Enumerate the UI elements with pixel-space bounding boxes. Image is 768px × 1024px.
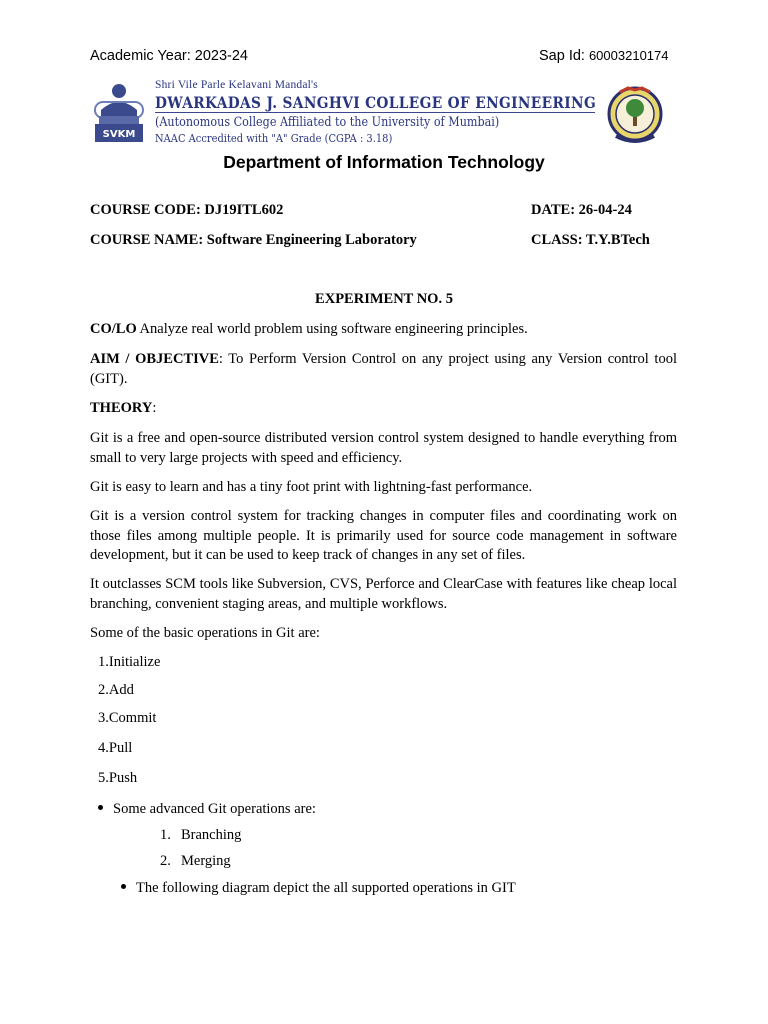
- theory-heading: [90, 399, 677, 419]
- banner-divider: [155, 112, 595, 113]
- course-name: COURSE NAME: Software Engineering Laboratory: [90, 232, 417, 248]
- theory-suffix: :: [152, 400, 157, 416]
- academic-year: Academic Year: 2023-24: [90, 48, 248, 64]
- list-item: 1.Initialize: [98, 654, 161, 670]
- date: DATE: 26-04-24: [531, 202, 632, 218]
- diagram-note-bullet: [121, 880, 516, 897]
- naac-accreditation: NAAC Accredited with "A" Grade (CGPA : 3.18): [155, 131, 393, 145]
- paragraph: Some of the basic operations in Git are:: [90, 625, 320, 641]
- course-code: COURSE CODE: DJ19ITL602: [90, 202, 284, 218]
- trust-name: Shri Vile Parle Kelavani Mandal's: [155, 79, 318, 91]
- department-title: Department of Information Technology: [223, 152, 545, 172]
- sap-label: Sap Id:: [539, 48, 585, 64]
- aim-label: AIM / OBJECTIVE: [90, 351, 219, 367]
- list-item: [160, 853, 231, 870]
- college-emblem: [606, 84, 664, 146]
- class: CLASS: T.Y.BTech: [531, 232, 650, 248]
- co-lo-label: CO/LO: [90, 321, 137, 337]
- co-lo-text: Analyze real world problem using software engineering principles.: [136, 321, 528, 337]
- list-text: Merging: [181, 853, 231, 869]
- advanced-ops-intro: Some advanced Git operations are:: [113, 801, 316, 817]
- experiment-number: EXPERIMENT NO. 5: [315, 291, 453, 307]
- paragraph: Git is a free and open-source distributed version control system designed to handle everything from small to very large projects with speed and efficiency.: [90, 430, 677, 466]
- list-item: 3.Commit: [98, 710, 157, 726]
- list-item: [160, 827, 241, 844]
- paragraph: It outclasses SCM tools like Subversion, CVS, Perforce and ClearCase with features like cheap local branching, convenient staging areas, and multiple workflows.: [90, 576, 677, 612]
- theory-label: THEORY: [90, 400, 153, 416]
- bullet-icon: [98, 805, 103, 810]
- list-number: 1.: [160, 827, 171, 843]
- paragraph: Git is easy to learn and has a tiny foot print with lightning-fast performance.: [90, 479, 533, 495]
- svg-text:SVKM: SVKM: [102, 129, 136, 140]
- sap-number: 60003210174: [588, 48, 669, 63]
- list-text: Branching: [181, 827, 242, 843]
- list-item: 4.Pull: [98, 740, 133, 756]
- list-item: 5.Push: [98, 770, 138, 786]
- college-affiliation: (Autonomous College Affiliated to the University of Mumbai): [155, 115, 500, 130]
- co-lo: [90, 320, 677, 340]
- advanced-ops-bullet: [98, 801, 316, 818]
- sap-id: [539, 48, 668, 64]
- aim-text: : To Perform Version Control on any project using any Version control tool (GIT).: [90, 351, 677, 387]
- paragraph: Git is a version control system for tracking changes in computer files and coordinating work on those files among multiple people. It is primarily used for source code management in software development, but it can be used to keep track of changes in any set of files.: [90, 508, 677, 563]
- list-number: 2.: [160, 853, 171, 869]
- diagram-note: The following diagram depict the all supported operations in GIT: [136, 880, 516, 896]
- svkm-logo: [93, 80, 145, 144]
- bullet-icon: [121, 884, 126, 889]
- aim-objective: [90, 350, 677, 389]
- list-item: 2.Add: [98, 682, 134, 698]
- college-name: DWARKADAS J. SANGHVI COLLEGE OF ENGINEERING: [155, 93, 597, 112]
